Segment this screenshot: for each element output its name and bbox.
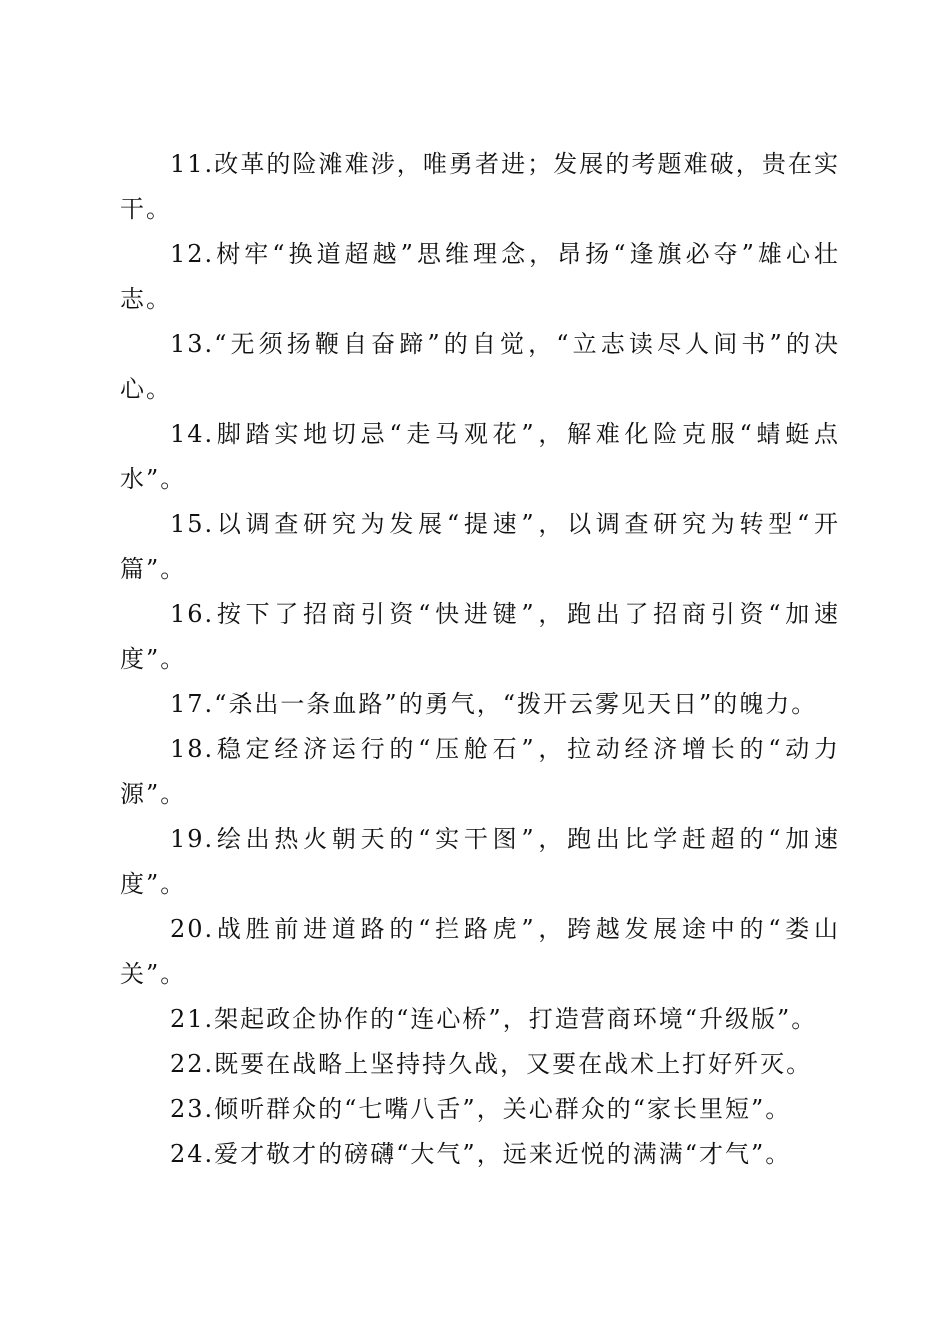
list-item: 18.稳定经济运行的“压舱石”，拉动经济增长的“动力源”。 — [120, 735, 840, 808]
list-item: 15.以调查研究为发展“提速”，以调查研究为转型“开篇”。 — [120, 510, 840, 583]
list-item: 11.改革的险滩难涉，唯勇者进；发展的考题难破，贵在实干。 — [120, 150, 840, 223]
list-item: 23.倾听群众的“七嘴八舌”，关心群众的“家长里短”。 — [170, 1095, 792, 1123]
list-item: 24.爱才敬才的磅礴“大气”，远来近悦的满满“才气”。 — [170, 1140, 792, 1168]
list-item: 16.按下了招商引资“快进键”，跑出了招商引资“加速度”。 — [120, 600, 840, 673]
list-item: 21.架起政企协作的“连心桥”，打造营商环境“升级版”。 — [170, 1005, 818, 1033]
list-item: 14.脚踏实地切忌“走马观花”，解难化险克服“蜻蜓点水”。 — [120, 420, 840, 493]
list-item: 12.树牢“换道超越”思维理念，昂扬“逢旗必夺”雄心壮志。 — [120, 240, 840, 313]
list-item: 13.“无须扬鞭自奋蹄”的自觉，“立志读尽人间书”的决心。 — [120, 330, 840, 403]
list-item: 22.既要在战略上坚持持久战，又要在战术上打好歼灭。 — [170, 1050, 813, 1078]
list-item: 19.绘出热火朝天的“实干图”，跑出比学赶超的“加速度”。 — [120, 825, 840, 898]
list-item: 17.“杀出一条血路”的勇气，“拨开云雾见天日”的魄力。 — [170, 690, 818, 718]
document-body — [120, 142, 840, 1177]
list-item: 20.战胜前进道路的“拦路虎”，跨越发展途中的“娄山关”。 — [120, 915, 840, 988]
